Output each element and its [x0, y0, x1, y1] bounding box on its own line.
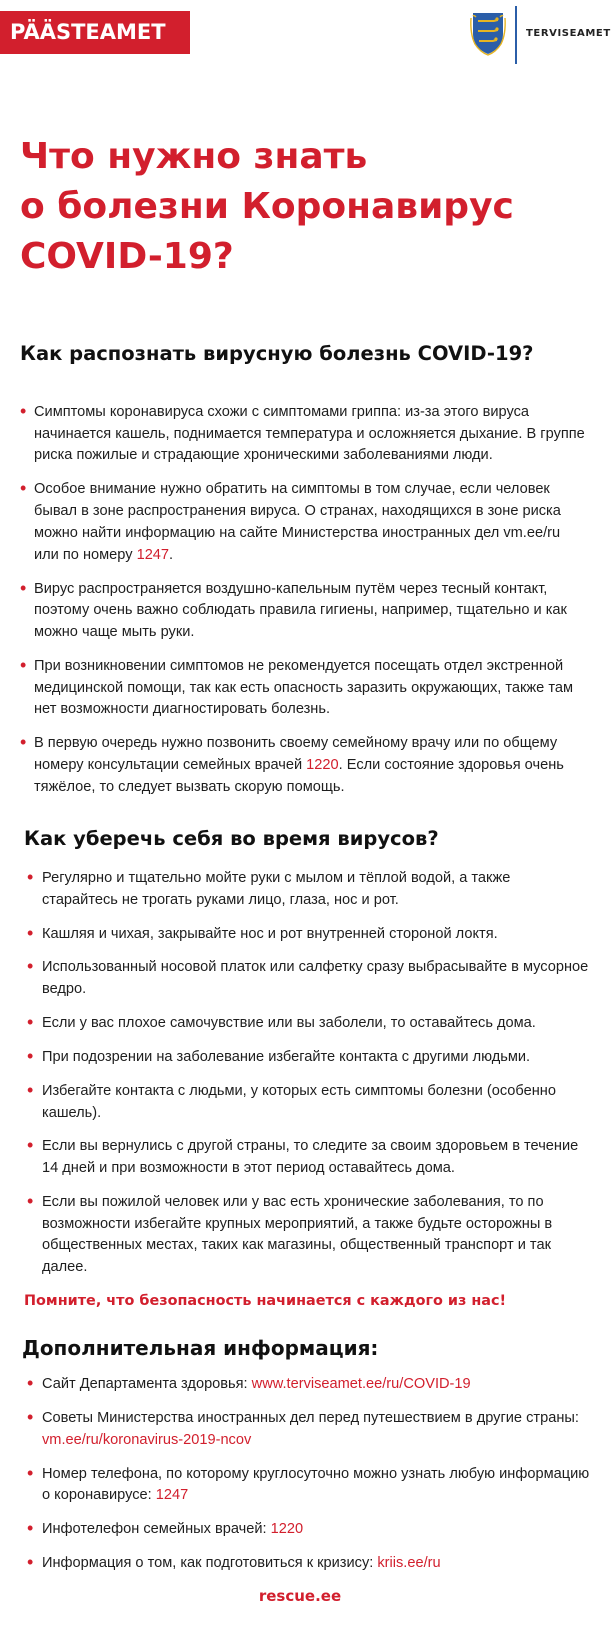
list-item-text: Информация о том, как подготовиться к кризису: [42, 1555, 378, 1572]
header-divider [515, 6, 517, 64]
safety-slogan: Помните, что безопасность начинается с каждого из нас! [24, 1293, 507, 1309]
title-line-1: Что нужно знать [20, 136, 368, 177]
section-heading-more-info: Дополнительная информация: [22, 1336, 379, 1360]
list-item-text: При возникновении симптомов не рекомендуется посещать отдел экстренной медицинской помощи, так как есть опасность заразить окружающих, также там нет возможности диагностировать болезнь. [34, 657, 573, 718]
more-info-list [27, 1373, 590, 1587]
section-heading-recognize: Как распознать вирусную болезнь COVID-19? [20, 342, 534, 365]
list-item [27, 1012, 590, 1035]
list-item [27, 1373, 590, 1396]
list-item [20, 732, 586, 798]
link-vm[interactable]: vm.ee/ru/koronavirus-2019-ncov [42, 1431, 252, 1448]
list-item [27, 1135, 590, 1179]
list-item-text: Если у вас плохое самочувствие или вы заболели, то оставайтесь дома. [42, 1015, 536, 1032]
list-item [20, 654, 586, 721]
list-item [27, 867, 590, 911]
list-item [20, 478, 586, 566]
bullet-icon: • [20, 478, 27, 499]
list-item-text: Симптомы коронавируса схожи с симптомами гриппа: из-за этого вируса начинается кашель, поднимается температура и осложняется дыхание. В группе риска пожилые и страдающие хроническими заболеваниями люди. [34, 404, 585, 464]
list-item-text: При подозрении на заболевание избегайте контакта с другими людьми. [42, 1048, 531, 1065]
list-item [20, 401, 586, 467]
list-item-text: Инфотелефон семейных врачей: [42, 1521, 271, 1538]
section-heading-protect: Как уберечь себя во время вирусов? [24, 827, 439, 850]
bullet-icon: • [27, 1045, 34, 1066]
list-item-text: Номер телефона, по которому круглосуточно можно узнать любую информацию о коронавирусе: [42, 1465, 590, 1504]
paasteamet-logo [0, 11, 190, 54]
bullet-icon: • [27, 1191, 34, 1212]
list-item-text: Вирус распространяется воздушно-капельным путём через тесный контакт, поэтому очень важно соблюдать правила гигиены, например, тщательно и как можно чаще мыть руки. [34, 580, 567, 640]
terviseamet-logo-text: TERVISEAMET [526, 28, 611, 39]
phone-number[interactable]: 1220 [270, 1521, 304, 1538]
bullet-icon: • [20, 577, 27, 598]
bullet-icon: • [27, 922, 34, 943]
list-item-text-end: . Если состояние здоровья очень тяжёлое, то следует вызвать скорую помощь. [34, 757, 564, 795]
page-title [20, 132, 590, 282]
bullet-icon: • [27, 1135, 34, 1156]
protect-list [27, 867, 590, 1291]
estonian-coat-of-arms-icon [470, 10, 506, 56]
bullet-icon: • [20, 654, 27, 675]
list-item [27, 1191, 590, 1279]
list-item [27, 922, 590, 946]
phone-number[interactable]: 1220 [306, 757, 339, 774]
link-terviseamet[interactable]: www.terviseamet.ee/ru/COVID-19 [251, 1376, 471, 1392]
list-item [27, 1045, 590, 1069]
phone-number[interactable]: 1247 [136, 546, 170, 563]
bullet-icon: • [27, 1012, 34, 1033]
link-kriis[interactable]: kriis.ee/ru [377, 1555, 441, 1572]
list-item [27, 1462, 590, 1507]
bullet-icon: • [27, 1518, 34, 1539]
list-item-text: Избегайте контакта с людьми, у которых есть симптомы болезни (особенно кашель). [42, 1082, 556, 1121]
phone-number[interactable]: 1247 [155, 1487, 189, 1504]
bullet-icon: • [27, 1407, 34, 1427]
title-line-2: о болезни Коронавирус [20, 186, 514, 227]
list-item [27, 1079, 590, 1124]
bullet-icon: • [27, 1373, 34, 1393]
recognize-list [20, 401, 586, 811]
list-item-text: Особое внимание нужно обратить на симптомы в том случае, если человек бывал в зоне распространения вируса. О странах, находящихся в зоне риска можно найти информацию на сайте Министерства иностранных дел vm.ee/ru или по номеру [34, 481, 561, 563]
list-item [27, 1407, 590, 1451]
list-item-text: Если вы пожилой человек или у вас есть хронические заболевания, то по возможности избегайте крупных мероприятий, а также будьте осторожны в общественных местах, таких как магазины, общественный транспорт и так далее. [42, 1194, 553, 1276]
bullet-icon: • [27, 956, 34, 977]
list-item-text: Регулярно и тщательно мойте руки с мылом и тёплой водой, а также старайтесь не трогать руками лицо, глаза, нос и рот. [42, 870, 511, 908]
list-item [27, 956, 590, 1000]
list-item-text: Если вы вернулись с другой страны, то следите за своим здоровьем в течение 14 дней и при возможности в этот период оставайтесь дома. [42, 1138, 579, 1177]
bullet-icon: • [27, 867, 34, 887]
bullet-icon: • [20, 732, 27, 753]
paasteamet-logo-text: PÄÄSTEAMET [10, 20, 166, 44]
list-item-text: Сайт Департамента здоровья: [42, 1376, 252, 1392]
list-item-text: Советы Министерства иностранных дел перед путешествием в другие страны: [42, 1410, 579, 1426]
list-item-text-end: . [169, 546, 174, 563]
list-item-text: В первую очередь нужно позвонить своему семейному врачу или по общему номеру консультации семейных врачей [34, 735, 558, 774]
bullet-icon: • [20, 401, 27, 421]
list-item [27, 1552, 590, 1575]
list-item [27, 1518, 590, 1541]
bullet-icon: • [27, 1462, 34, 1483]
bullet-icon: • [27, 1552, 34, 1573]
list-item-text: Использованный носовой платок или салфетку сразу выбрасывайте в мусорное ведро. [42, 959, 589, 998]
list-item-text: Кашляя и чихая, закрывайте нос и рот внутренней стороной локтя. [42, 925, 498, 942]
footer-link[interactable]: rescue.ee [258, 1587, 342, 1605]
list-item [20, 577, 586, 644]
title-line-3: COVID-19? [20, 236, 234, 277]
bullet-icon: • [27, 1079, 34, 1100]
